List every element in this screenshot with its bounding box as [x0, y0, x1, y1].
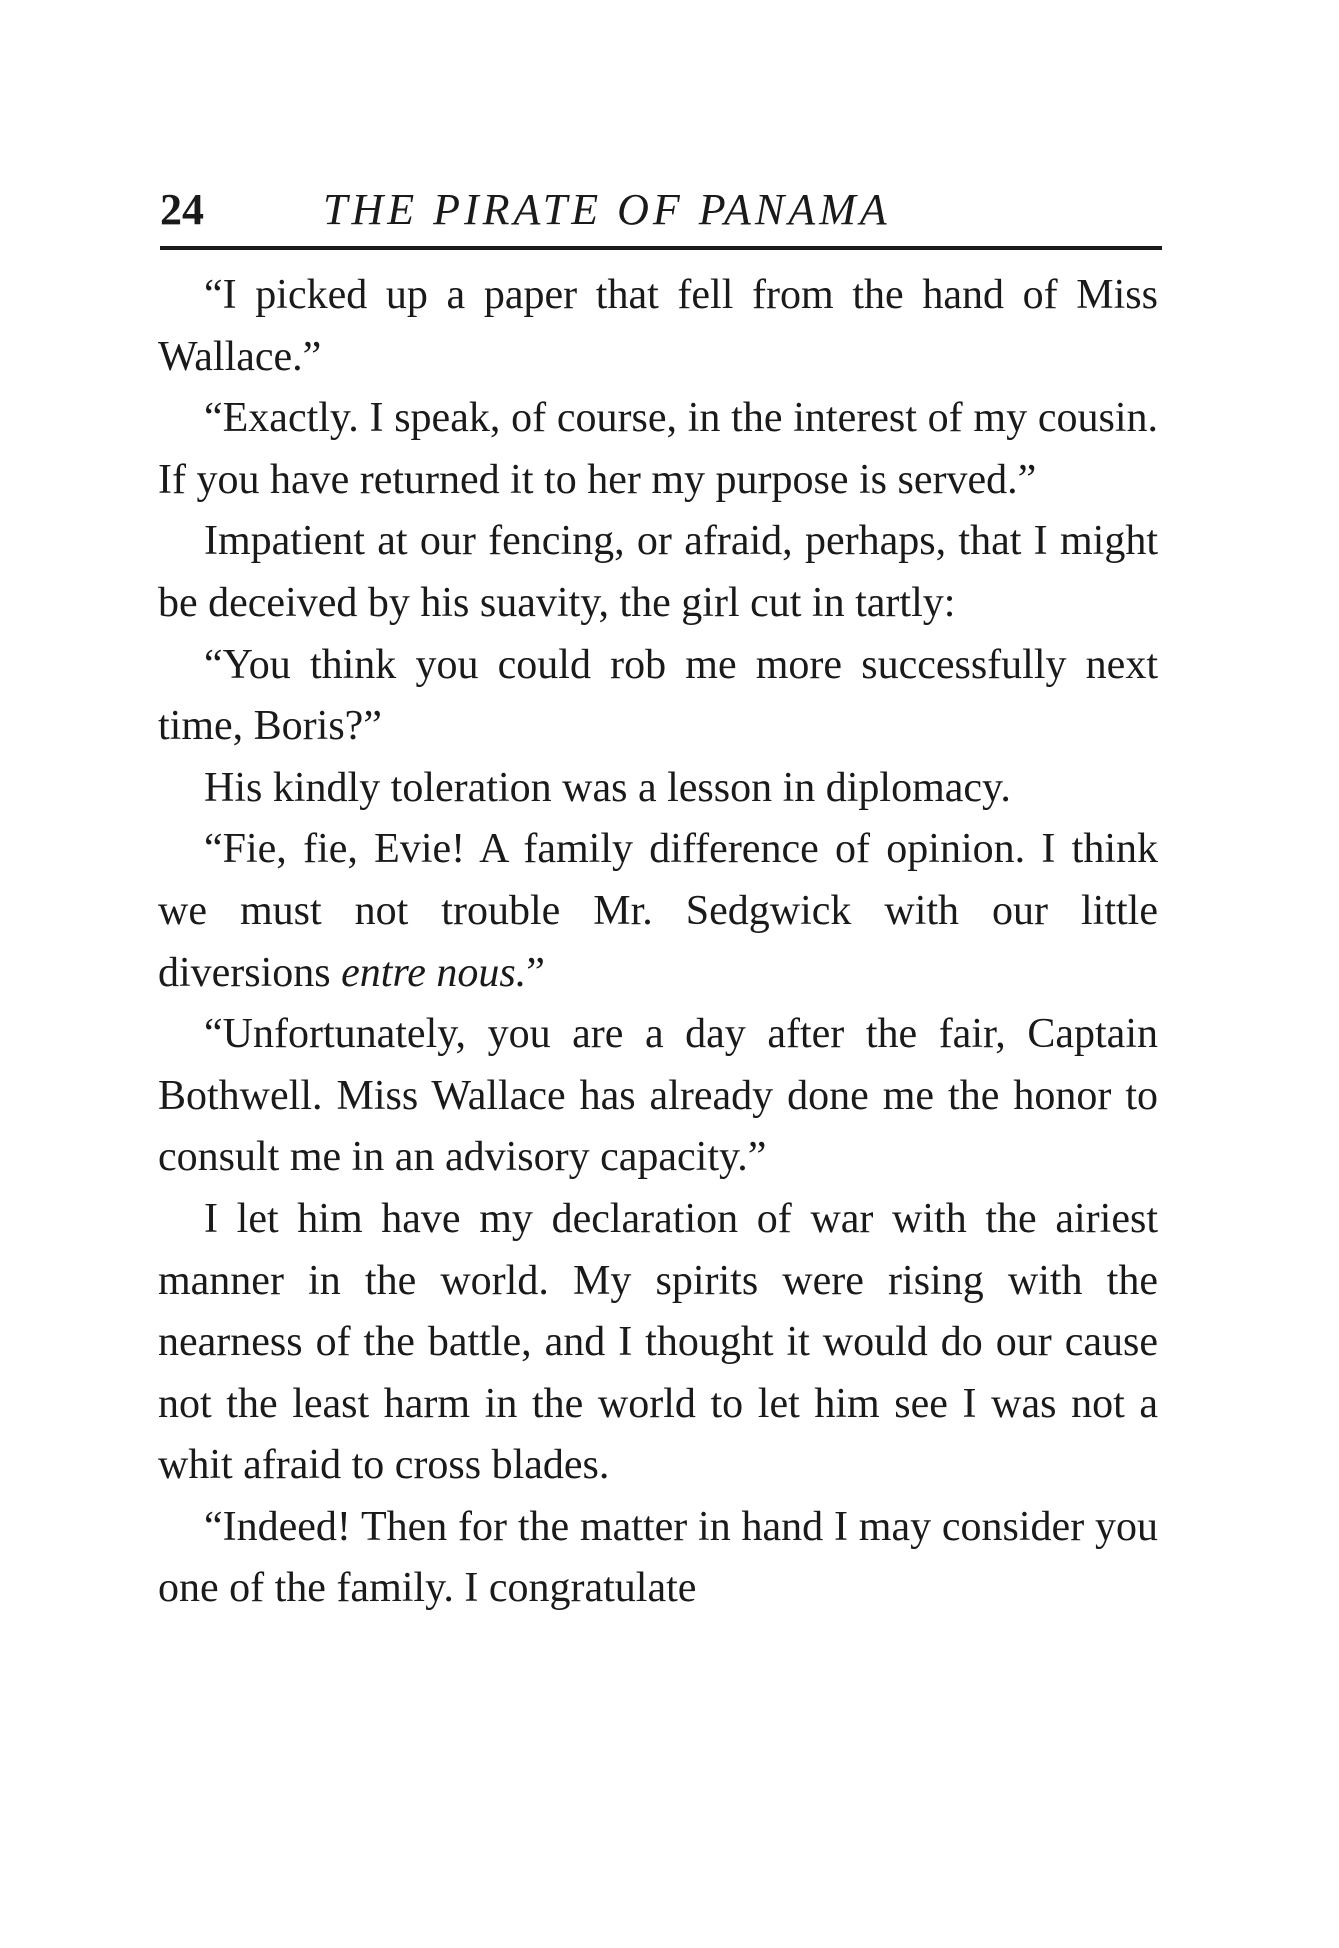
running-title: THE PIRATE OF PANAMA — [323, 185, 891, 234]
paragraph-text: “Fie, fie, Evie! A family difference of opinion. I think we must not trouble Mr. Sedgwick with our little diversions — [158, 826, 1158, 996]
closing-quote: ” — [526, 949, 545, 996]
paragraph: His kindly toleration was a lesson in diplomacy. — [204, 764, 1011, 811]
page-number: 24 — [160, 185, 204, 234]
paragraph: “I picked up a paper that fell from the hand of Miss Wallace.” — [158, 272, 1158, 380]
paragraph: “Indeed! Then for the matter in hand I may consider you one of the family. I congratulate — [158, 1503, 1158, 1612]
paragraph: I let him have my declaration of war with the airiest manner in the world. My spirits were rising with the nearness of the battle, and I thought it would do our cause not the least harm in the world to let him see I was not a whit afraid to cross blades. — [158, 1195, 1158, 1489]
header-rule — [160, 246, 1162, 250]
italic-phrase: entre nous. — [341, 949, 527, 996]
paragraph — [158, 819, 1158, 1004]
paragraph: “Exactly. I speak, of course, in the interest of my cousin. If you have returned it to her my purpose is served.” — [158, 395, 1158, 503]
body-text — [158, 265, 1158, 1620]
page-header — [160, 180, 1162, 240]
paragraph: “You think you could rob me more successfully next time, Boris?” — [158, 641, 1158, 750]
paragraph: “Unfortunately, you are a day after the fair, Captain Bothwell. Miss Wallace has already done me the honor to consult me in an advisory capacity.” — [158, 1011, 1158, 1181]
paragraph: Impatient at our fencing, or afraid, perhaps, that I might be deceived by his suavity, the girl cut in tartly: — [158, 518, 1158, 626]
